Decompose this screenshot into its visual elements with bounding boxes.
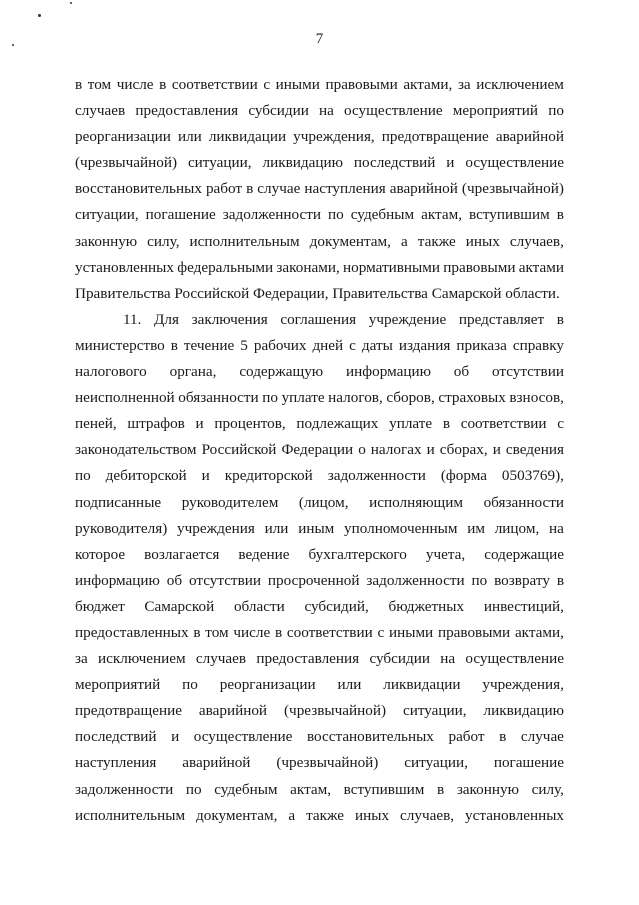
word: работ (205, 180, 243, 198)
word: соответствии (171, 76, 258, 93)
word: возлагается (144, 545, 220, 563)
word: предотвращение (75, 702, 182, 720)
word: осуществление (465, 154, 564, 172)
word: силу, (531, 780, 564, 798)
word: или (177, 128, 202, 146)
word: возврату (494, 571, 550, 589)
word: судебным (214, 780, 278, 798)
word: уплате (281, 389, 325, 407)
text-line (75, 620, 564, 646)
word: том (87, 76, 112, 93)
word: лицом, (494, 519, 540, 537)
text-line (75, 385, 564, 411)
word: реорганизации (75, 128, 171, 146)
word: осуществление (193, 728, 293, 746)
word: актам, (421, 206, 462, 224)
word: ведение (238, 545, 290, 563)
word: вступившим (343, 780, 425, 798)
word: наступления (304, 180, 386, 198)
word: аварийной (389, 180, 458, 198)
word: работ (448, 728, 485, 746)
word: правовыми (325, 76, 398, 93)
word: задолженности (366, 571, 465, 589)
word: сборов, (386, 389, 435, 407)
word: силу, (147, 232, 180, 250)
word: приказа (456, 336, 507, 354)
word: учреждения, (293, 128, 375, 146)
word: иных (465, 232, 500, 250)
word: на (319, 102, 334, 120)
text-line (75, 202, 564, 228)
word: кредиторской (224, 467, 313, 485)
word: предоставления (135, 102, 239, 120)
word: Российской (201, 441, 277, 459)
text-line (75, 777, 564, 803)
word: налогового (75, 363, 147, 381)
word: исключением (476, 76, 564, 93)
word: восстановительных (306, 728, 434, 746)
word: законодательством (75, 441, 197, 459)
word: учета, (425, 545, 466, 563)
word: (чрезвычайной) (276, 754, 379, 772)
word: органа, (169, 363, 217, 381)
word: правовыми (443, 258, 516, 276)
word: или (337, 676, 362, 694)
paragraph (75, 307, 564, 829)
text-line (75, 98, 564, 124)
word: мероприятий (452, 102, 539, 120)
word: с (377, 623, 385, 641)
text-line (75, 803, 564, 829)
text-line (75, 333, 564, 359)
word: случаев, (509, 232, 564, 250)
word: пеней, (75, 415, 117, 433)
word: по (328, 206, 344, 224)
word: в (556, 571, 564, 589)
word: актам, (290, 780, 332, 798)
word: осуществление (344, 102, 443, 120)
word: или (264, 519, 289, 537)
word: дебиторской (105, 467, 187, 485)
word: с (263, 76, 271, 93)
word: за (75, 650, 88, 668)
word: ситуации, (404, 754, 468, 772)
word: последствий (75, 728, 157, 746)
word: и (201, 467, 210, 485)
word: заключения (191, 310, 268, 328)
word: в (499, 728, 507, 746)
text-line (75, 672, 564, 698)
scan-speck (38, 14, 41, 17)
word: отсутствии (492, 363, 564, 381)
word: бюджет (75, 597, 125, 615)
word: исполнительным (75, 806, 186, 824)
word: по (75, 467, 91, 485)
text-line (75, 229, 564, 255)
word: руководителя) (75, 519, 168, 537)
word: дней (312, 336, 344, 354)
word: (форма (440, 467, 487, 485)
word: на (549, 519, 564, 537)
word: законами, (276, 258, 340, 276)
word: задолженности (222, 206, 321, 224)
word: по (182, 676, 198, 694)
word: ситуации, (402, 702, 467, 720)
word: инвестиций, (483, 597, 564, 615)
text-line (75, 281, 564, 307)
paragraph (75, 72, 564, 307)
word: с (349, 336, 356, 354)
word: в (437, 780, 445, 798)
word: содержащие (484, 545, 564, 563)
text-line (75, 724, 564, 750)
word: по (185, 780, 202, 798)
word: уплате (389, 415, 433, 433)
word: соответствии (286, 623, 373, 641)
word: погашение (493, 754, 564, 772)
word: в (556, 310, 564, 328)
word: актами, (514, 623, 564, 641)
word: наступления (75, 754, 157, 772)
text-line (75, 594, 564, 620)
word: налогов, (328, 389, 383, 407)
word: отсутствии (189, 571, 261, 589)
word: обязанности (178, 389, 259, 407)
word: случаев (75, 102, 126, 120)
word: законную (456, 780, 519, 798)
word: обязанности (483, 493, 564, 511)
word: 0503769), (501, 467, 564, 485)
word: уполномоченным (344, 519, 458, 537)
word: подлежащих (296, 415, 379, 433)
text-line (75, 307, 564, 333)
word: аварийной (198, 702, 268, 720)
word: и (195, 415, 204, 433)
word: федеральными (177, 258, 274, 276)
word: информацию (75, 571, 160, 589)
text-line (75, 359, 564, 385)
word: даты (361, 336, 393, 354)
word: содержащую (239, 363, 324, 381)
text-line (75, 255, 564, 281)
word: информацию (346, 363, 431, 381)
word: восстановительных (75, 180, 202, 198)
word: и (171, 728, 180, 746)
word: ситуации, (187, 154, 252, 172)
word: просроченной (267, 571, 360, 589)
text-line (75, 698, 564, 724)
word: случаев, (400, 806, 455, 824)
word: в (246, 180, 254, 198)
word: документам, (309, 232, 391, 250)
word: соглашения (280, 310, 357, 328)
word: также (306, 806, 345, 824)
text-line (75, 568, 564, 594)
word: а (288, 806, 296, 824)
word: случае (520, 728, 564, 746)
word: задолженности (327, 467, 426, 485)
word: издания (398, 336, 451, 354)
word: в (274, 623, 283, 641)
word: им (467, 519, 485, 537)
word: в (159, 76, 167, 93)
word: ликвидации (383, 676, 461, 694)
word: в (193, 623, 201, 641)
word: иными (388, 623, 434, 641)
word: субсидии (369, 650, 430, 668)
word: субсидии (248, 102, 309, 120)
word: Федерации (281, 441, 354, 459)
word: Для (154, 310, 179, 328)
word: бухгалтерского (308, 545, 407, 563)
word: учреждения, (482, 676, 564, 694)
word: нормативными (343, 258, 440, 276)
word: о (358, 441, 366, 459)
word: (чрезвычайной) (75, 154, 178, 172)
word: штрафов (127, 415, 185, 433)
text-line (75, 516, 564, 542)
word: бюджетных (388, 597, 465, 615)
word: числе (233, 623, 271, 641)
word: ликвидацию (483, 702, 564, 720)
word: об (166, 571, 183, 589)
word: 5 (240, 336, 248, 354)
word: том (205, 623, 229, 641)
word: представляет (458, 310, 545, 328)
text-line (75, 124, 564, 150)
word: иным (298, 519, 335, 537)
word: и (446, 154, 455, 172)
word: предоставления (256, 650, 360, 668)
text-line (75, 72, 564, 98)
text-line (75, 490, 564, 516)
word: аварийной (495, 128, 564, 146)
word: справку (512, 336, 564, 354)
word: в (170, 336, 178, 354)
word: на (440, 650, 456, 668)
text-line (75, 750, 564, 776)
text-line (75, 463, 564, 489)
word: ситуации, (75, 206, 139, 224)
text-line (75, 437, 564, 463)
word: исполнительным (189, 232, 300, 250)
word: актами, (403, 76, 453, 93)
word: (чрезвычайной) (284, 702, 387, 720)
word: ликвидацию (262, 154, 343, 172)
word: реорганизации (219, 676, 316, 694)
word: налогах (370, 441, 422, 459)
word: последствий (353, 154, 436, 172)
text-line (75, 542, 564, 568)
word: и (492, 441, 501, 459)
word: сведения (505, 441, 564, 459)
word: по (548, 102, 564, 120)
word: вступившим (469, 206, 550, 224)
word: Самарской (144, 597, 215, 615)
word: случае (257, 180, 301, 198)
word: исключением (98, 650, 186, 668)
word: предоставленных (75, 623, 189, 641)
word: за (457, 76, 471, 93)
word: правовыми (437, 623, 511, 641)
word: соответствии (460, 415, 547, 433)
text-line (75, 646, 564, 672)
word: установленных (465, 806, 564, 824)
word: об (453, 363, 470, 381)
word: министерство (75, 336, 165, 354)
word: по (471, 571, 488, 589)
word: документам, (196, 806, 278, 824)
word: актами (518, 258, 564, 276)
word: погашение (145, 206, 216, 224)
word: процентов, (214, 415, 286, 433)
word: случаев (195, 650, 247, 668)
word: руководителем (181, 493, 279, 511)
word: по (262, 389, 278, 407)
word: в (556, 206, 564, 224)
word: иными (275, 76, 320, 93)
text-line (75, 150, 564, 176)
word: и (426, 441, 435, 459)
word: подписанные (75, 493, 162, 511)
word: судебным (350, 206, 415, 224)
word: (лицом, (298, 493, 349, 511)
word: исполняющим (369, 493, 463, 511)
text-line (75, 411, 564, 437)
word: учреждения (177, 519, 255, 537)
word: мероприятий (75, 676, 161, 694)
document-body (75, 72, 564, 829)
word: с (557, 415, 564, 433)
word: которое (75, 545, 126, 563)
word: также (417, 232, 456, 250)
word: предотвращение (381, 128, 489, 146)
word: задолженности (75, 780, 174, 798)
word: законную (75, 232, 138, 250)
word: (чрезвычайной) (461, 180, 564, 198)
word: иных (355, 806, 390, 824)
text-line (75, 176, 564, 202)
word: аварийной (182, 754, 251, 772)
word: 11. (123, 310, 142, 328)
word: учреждение (368, 310, 447, 328)
word: области (233, 597, 285, 615)
word: установленных (75, 258, 174, 276)
word: в (442, 415, 450, 433)
word: течение (183, 336, 235, 354)
page-number: 7 (315, 31, 324, 47)
word: числе (116, 76, 154, 93)
word: осуществление (465, 650, 564, 668)
word: сборах, (439, 441, 488, 459)
word: неисполненной (75, 389, 175, 407)
word: Правительства Российской Федерации, Правительства Самарской области. (75, 284, 560, 302)
word: в (75, 76, 83, 93)
word: а (401, 232, 408, 250)
word: ликвидации (208, 128, 287, 146)
scan-speck (70, 2, 72, 4)
word: рабочих (253, 336, 307, 354)
word: страховых (438, 389, 506, 407)
word: субсидий, (304, 597, 369, 615)
word: взносов, (509, 389, 564, 407)
